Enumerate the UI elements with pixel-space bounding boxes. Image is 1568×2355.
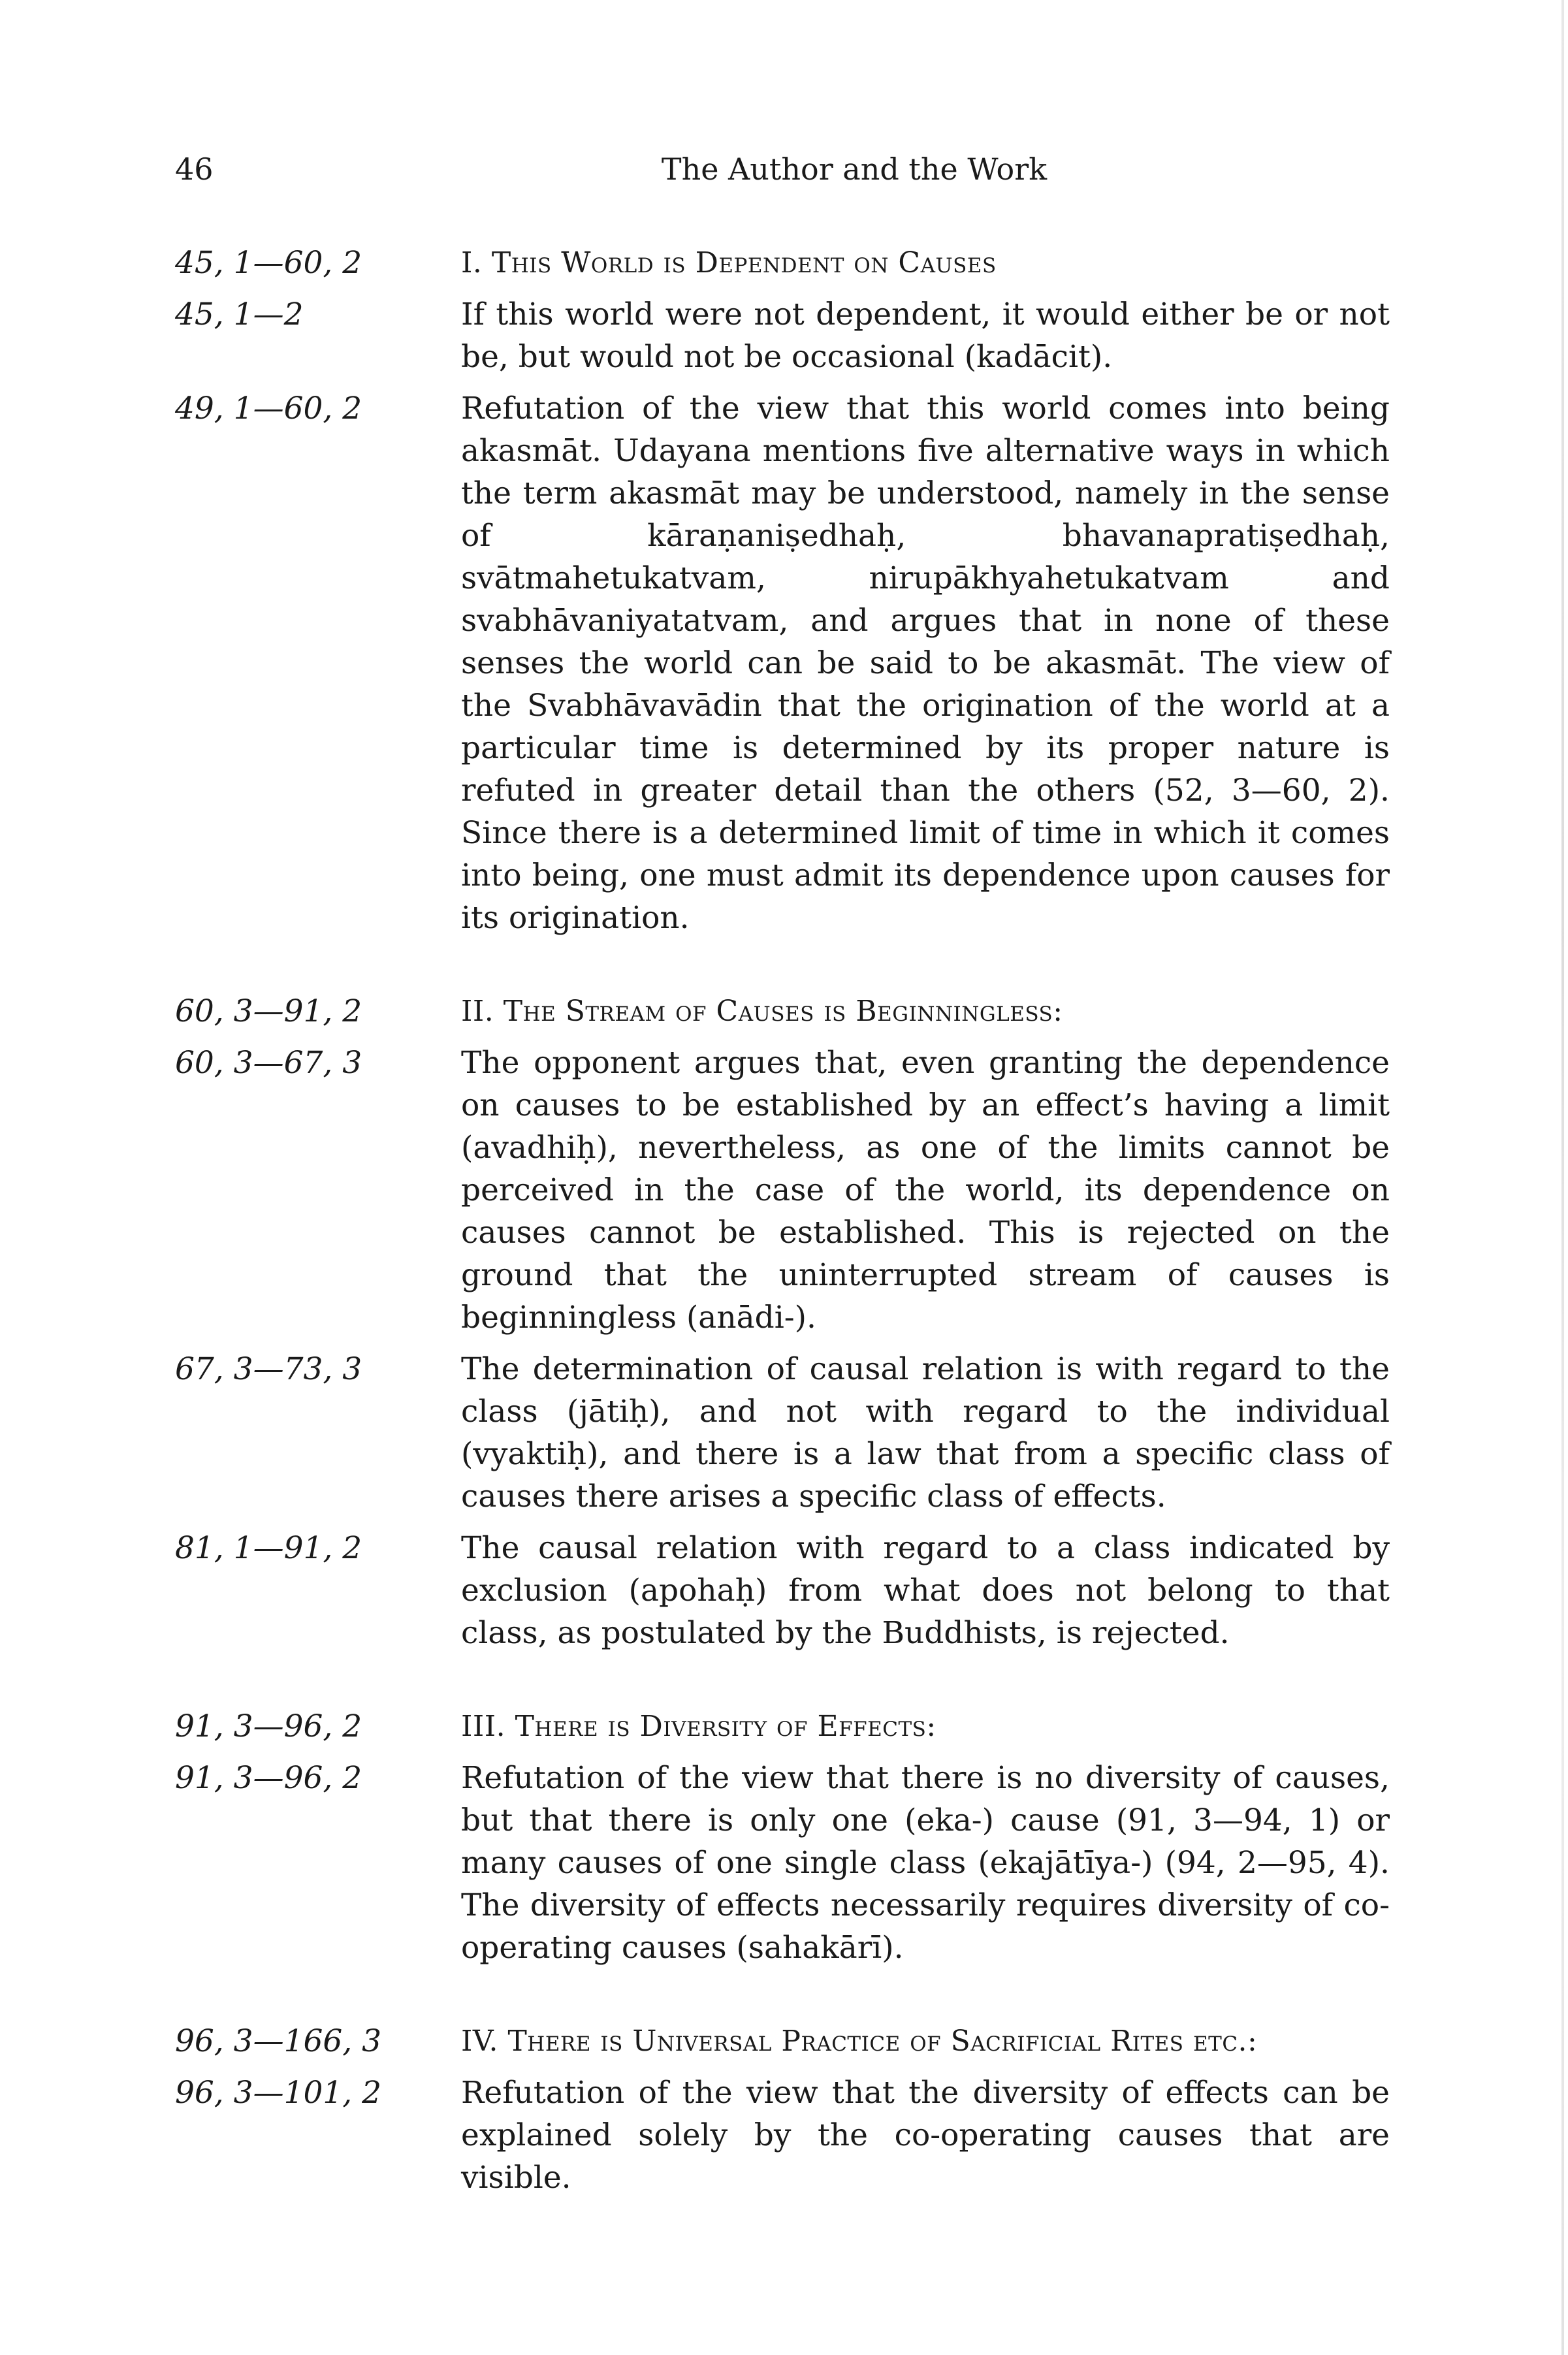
entry-text: The determination of causal relation is with regard to the class (jātiḥ), and not with regard to the individual (vyaktiḥ), and there is a law that from a specific class of causes there arises a specific class of effects. <box>461 1351 1390 1514</box>
section-heading: II. The Stream of Causes is Beginningless: <box>461 995 1063 1028</box>
heading-reference: 45, 1—60, 2 <box>175 245 362 281</box>
entry-reference: 81, 1—91, 2 <box>175 1530 362 1566</box>
heading-reference: 60, 3—91, 2 <box>175 993 362 1029</box>
page-edge-shadow <box>1561 0 1564 2355</box>
entry-text: Refutation of the view that this world comes into being akasmāt. Udayana mentions five alternative ways in which the term akasmāt may be understood, namely in the sense of kāraṇaniṣedhaḥ, bhavanapratiṣedhaḥ, svātmahetukatvam, nirupākhyahetukatvam and svabhāvaniyatatvam, and argues that in none of these senses the world can be said to be akasmāt. The view of the Svabhāvavādin that the origination of the world at a particular time is determined by its proper nature is refuted in greater detail than the others (52, 3—60, 2). Since there is a determined limit of time in which it comes into being, one must admit its dependence upon causes for its origination. <box>461 391 1390 936</box>
section <box>175 242 1390 939</box>
entry-text: The opponent argues that, even granting the dependence on causes to be established by an effect’s having a limit (avadhiḥ), nevertheless, as one of the limits cannot be perceived in the case of the world, its dependence on causes cannot be established. This is rejected on the ground that the uninterrupted stream of causes is beginningless (anādi-). <box>461 1045 1390 1336</box>
entry-reference: 91, 3—96, 2 <box>175 1760 362 1796</box>
section-heading-row <box>175 242 1390 284</box>
entry-text: Refutation of the view that the diversity of effects can be explained solely by the co-operating causes that are visible. <box>461 2075 1390 2196</box>
section-heading-row <box>175 1705 1390 1748</box>
entry-reference: 96, 3—101, 2 <box>175 2075 382 2111</box>
entry-row <box>175 1527 1390 1654</box>
section-heading: III. There is Diversity of Effects: <box>461 1710 936 1743</box>
entry-reference: 67, 3—73, 3 <box>175 1351 362 1387</box>
heading-reference: 91, 3—96, 2 <box>175 1708 362 1744</box>
entry-row <box>175 1042 1390 1339</box>
entry-reference: 49, 1—60, 2 <box>175 391 362 426</box>
heading-reference: 96, 3—166, 3 <box>175 2023 382 2059</box>
entry-row <box>175 2072 1390 2199</box>
entry-row <box>175 1757 1390 1969</box>
section-heading-row <box>175 2020 1390 2062</box>
outline-content <box>175 242 1390 2250</box>
page-number: 46 <box>175 152 214 187</box>
entry-text: The causal relation with regard to a class indicated by exclusion (apohaḥ) from what does not belong to that class, as postulated by the Buddhists, is rejected. <box>461 1530 1390 1651</box>
entry-row <box>175 293 1390 378</box>
section-heading: IV. There is Universal Practice of Sacrificial Rites etc.: <box>461 2025 1258 2058</box>
section-heading-row <box>175 990 1390 1033</box>
page-header <box>175 152 1390 197</box>
entry-text: If this world were not dependent, it would either be or not be, but would not be occasional (kadācit). <box>461 296 1390 375</box>
section <box>175 990 1390 1654</box>
entry-row <box>175 387 1390 939</box>
entry-reference: 60, 3—67, 3 <box>175 1045 362 1081</box>
section <box>175 1705 1390 1969</box>
entry-reference: 45, 1—2 <box>175 296 304 332</box>
section-heading: I. This World is Dependent on Causes <box>461 246 997 280</box>
entry-row <box>175 1348 1390 1518</box>
entry-text: Refutation of the view that there is no diversity of causes, but that there is only one (eka-) cause (91, 3—94, 1) or many causes of one single class (ekajātīya-) (94, 2—95, 4). The diversity of effects necessarily requires diversity of co-operating causes (sahakārī). <box>461 1760 1390 1966</box>
section <box>175 2020 1390 2199</box>
running-title: The Author and the Work <box>661 152 1048 187</box>
